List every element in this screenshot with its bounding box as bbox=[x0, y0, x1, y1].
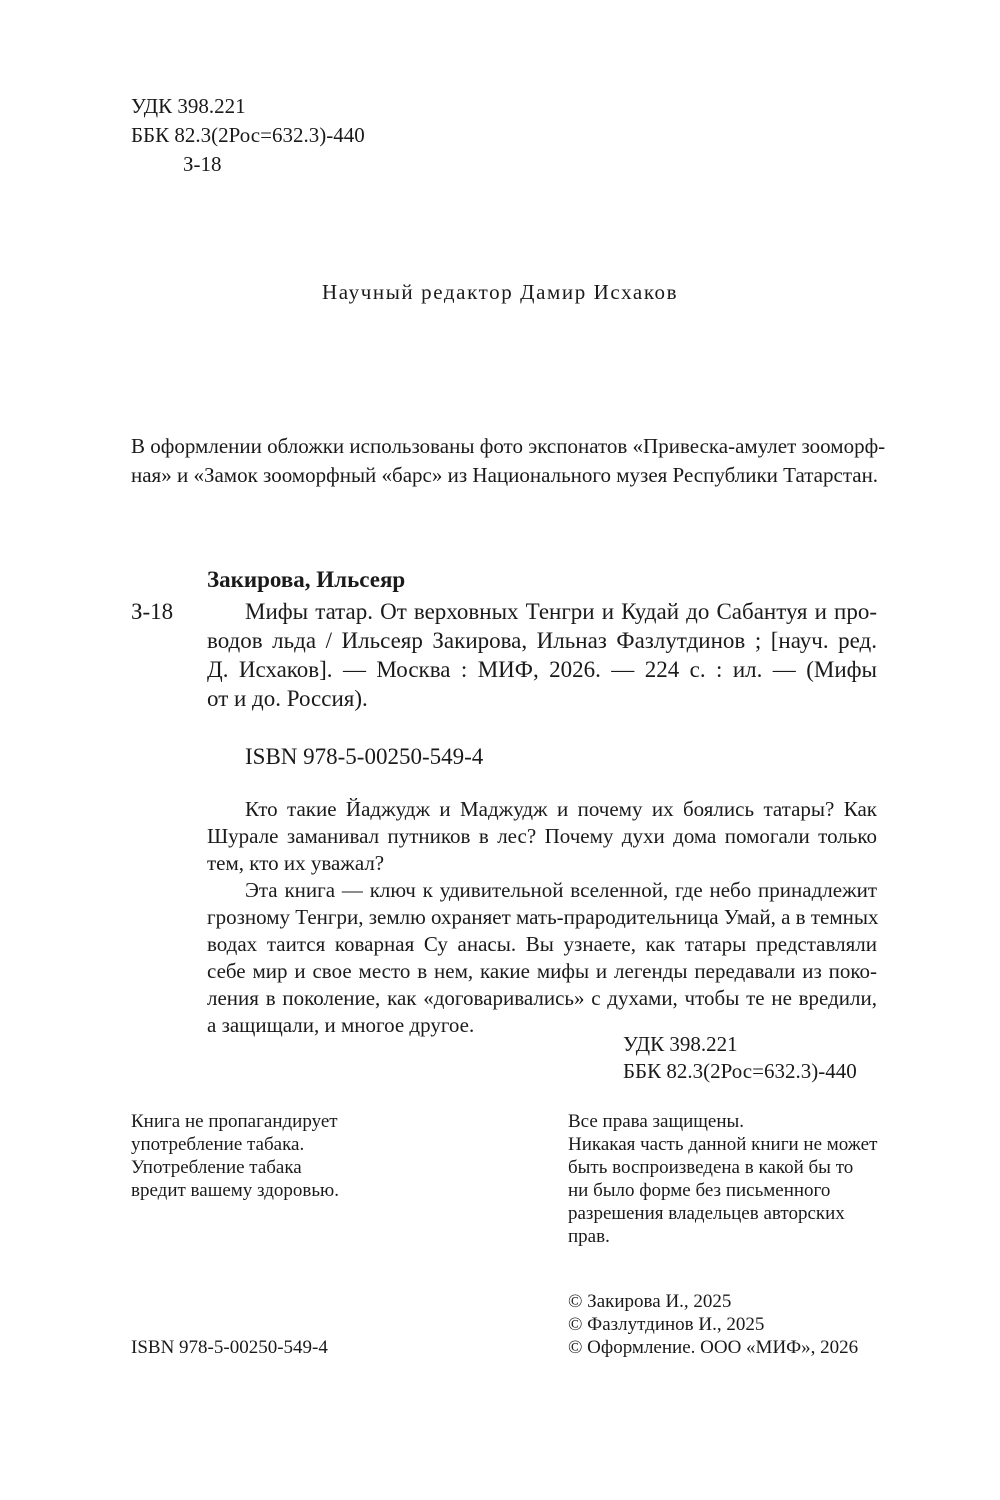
footer-isbn: ISBN 978-5-00250-549-4 bbox=[131, 1337, 328, 1358]
bbk-code: ББК 82.3(2Рос=632.3)-440 bbox=[131, 123, 365, 147]
tobacco-notice-line: Книга не пропагандирует bbox=[131, 1111, 338, 1132]
annotation-line: ления в поколение, как «договаривались» с духами, чтобы те не вредили, bbox=[207, 986, 877, 1010]
annotation-line: Шурале заманивал путников в лес? Почему духи дома помогали только bbox=[207, 824, 877, 848]
annotation-line: водах таится коварная Су анасы. Вы узнаете, как татары представляли bbox=[207, 932, 877, 956]
description-line: Д. Исхаков]. — Москва : МИФ, 2026. — 224 с. : ил. — (Мифы bbox=[207, 657, 877, 682]
tobacco-notice-line: вредит вашему здоровью. bbox=[131, 1180, 339, 1201]
copyright-line: © Фазлутдинов И., 2025 bbox=[568, 1314, 765, 1335]
rights-notice-line: Никакая часть данной книги не может bbox=[568, 1134, 878, 1155]
rights-notice-line: ни было форме без письменного bbox=[568, 1180, 831, 1201]
copyright-line: © Закирова И., 2025 bbox=[568, 1291, 732, 1312]
annotation-line: Эта книга — ключ к удивительной вселенной, где небо принадлежит bbox=[245, 878, 877, 902]
udk-code: УДК 398.221 bbox=[131, 94, 246, 118]
tobacco-notice-line: употребление табака. bbox=[131, 1134, 305, 1155]
description-line: водов льда / Ильсеяр Закирова, Ильназ Фазлутдинов ; [науч. ред. bbox=[207, 628, 877, 653]
scientific-editor: Научный редактор Дамир Исхаков bbox=[322, 280, 679, 304]
rights-notice-line: быть воспроизведена в какой бы то bbox=[568, 1157, 854, 1178]
card-udk-code: УДК 398.221 bbox=[623, 1032, 738, 1056]
annotation-line: грозному Тенгри, землю охраняет мать-прародительница Умай, а в темных bbox=[207, 905, 879, 929]
rights-notice-line: разрешения владельцев авторских bbox=[568, 1203, 845, 1224]
cover-note-line: ная» и «Замок зооморфный «барс» из Национального музея Республики Татарстан. bbox=[131, 463, 879, 487]
tobacco-notice-line: Употребление табака bbox=[131, 1157, 302, 1178]
annotation-line: Кто такие Йаджудж и Маджудж и почему их боялись татары? Как bbox=[245, 797, 877, 821]
author-heading: Закирова, Ильсеяр bbox=[207, 567, 406, 592]
rights-notice-line: Все права защищены. bbox=[568, 1111, 745, 1132]
annotation-line: а защищали, и многое другое. bbox=[207, 1013, 475, 1037]
author-mark: З-18 bbox=[183, 152, 222, 176]
card-isbn: ISBN 978-5-00250-549-4 bbox=[245, 744, 484, 769]
description-line: от и до. Россия). bbox=[207, 686, 368, 711]
rights-notice-line: прав. bbox=[568, 1226, 610, 1247]
card-author-mark: З-18 bbox=[131, 599, 174, 624]
annotation-line: тем, кто их уважал? bbox=[207, 851, 385, 875]
description-line: Мифы татар. От верховных Тенгри и Кудай до Сабантуя и про- bbox=[245, 599, 877, 624]
cover-note-line: В оформлении обложки использованы фото экспонатов «Привеска-амулет зооморф- bbox=[131, 434, 886, 458]
copyright-line: © Оформление. ООО «МИФ», 2026 bbox=[568, 1337, 859, 1358]
card-bbk-code: ББК 82.3(2Рос=632.3)-440 bbox=[623, 1059, 857, 1083]
annotation-line: себе мир и свое место в нем, какие мифы и легенды передавали из поко- bbox=[207, 959, 877, 983]
